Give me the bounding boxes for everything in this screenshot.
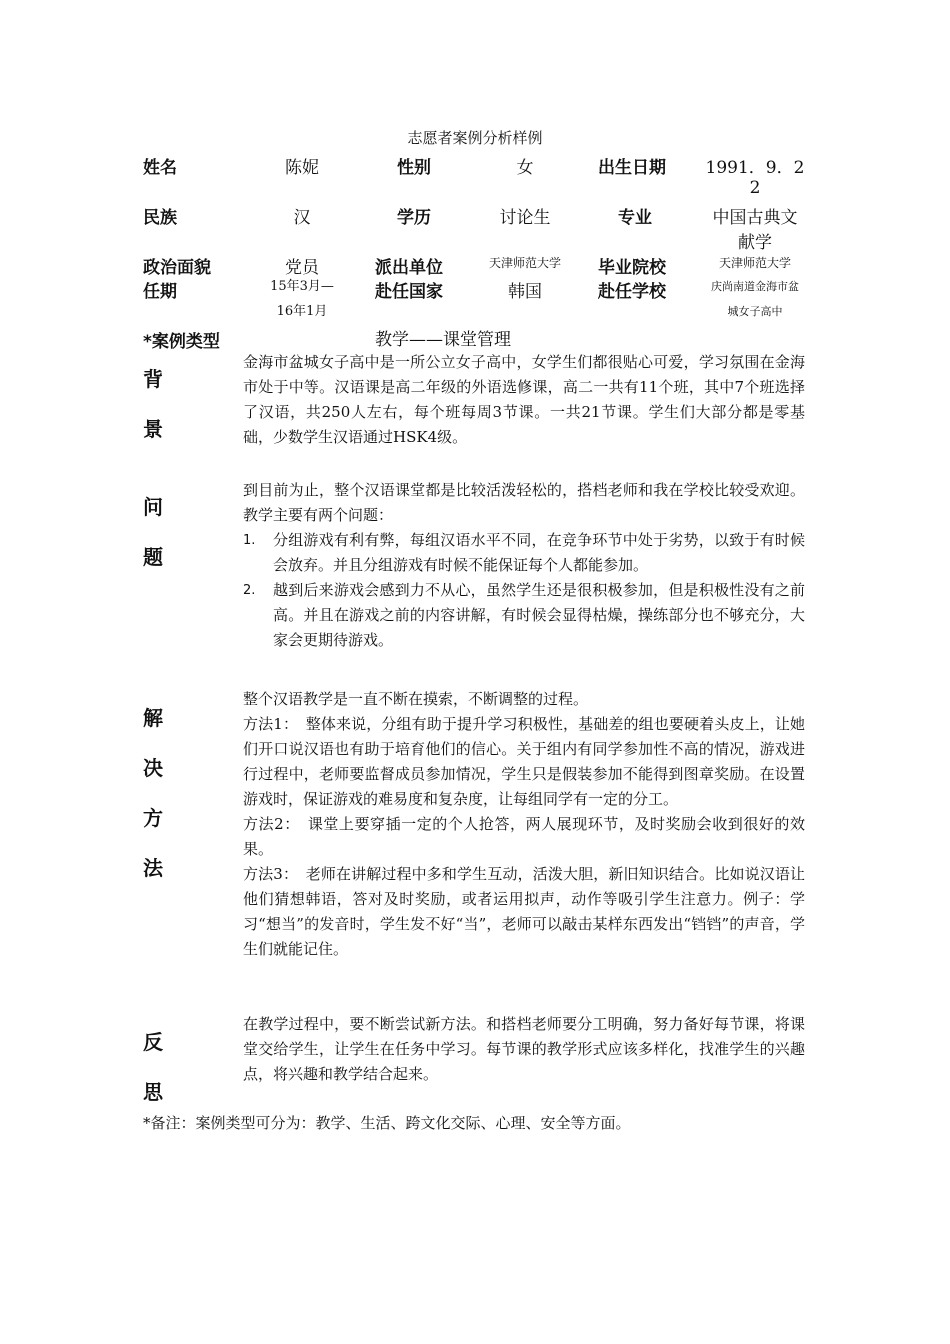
term-value-line2: 16年1月 [276,304,328,319]
page-title: 志愿者案例分析样例 [407,129,543,147]
major-label: 专业 [618,208,652,228]
country-value: 韩国 [508,282,542,302]
name-label: 姓名 [143,158,177,178]
solution-heading-3: 方 [143,806,163,830]
solution-method-2: 方法2： 课堂上要穿插一定的个人抢答，两人展现环节，及时奖励会收到很好的效果。 [243,815,805,858]
background-paragraph: 金海市盆城女子高中是一所公立女子高中，女学生们都很贴心可爱，学习氛围在金海市处于中等。汉语课是高二年级的外语选修课，高二一共有11个班，其中7个班选择了汉语，共250人左右，每个班每周3节课。一共21节课。学生们大部分都是零基础，少数学生汉语通过HSK4级。 [243,353,805,446]
political-value: 党员 [285,258,319,278]
education-value: 讨论生 [499,208,551,228]
dispatch-label: 派出单位 [375,258,443,278]
country-label: 赴任国家 [375,282,443,302]
ethnic-label: 民族 [143,208,177,228]
reflection-heading-2: 思 [143,1080,163,1104]
name-value: 陈妮 [285,158,319,178]
list-text: 分组游戏有利有弊，每组汉语水平不同，在竞争环节中处于劣势，以致于有时候会放弃。并且分组游戏有时候不能保证每个人都能参加。 [273,531,805,574]
solution-method-1: 方法1： 整体来说，分组有助于提升学习积极性，基础差的组也要硬着头皮上，让她们开口说汉语也有助于培育他们的信心。关于组内有同学参加性不高的情况，游戏进行过程中，老师要监督成员参加情况，学生只是假装参加不能得到图章奖励。在设置游戏时，保证游戏的难易度和复杂度，让每组同学有一定的分工。 [243,715,805,808]
problem-text [243,478,805,653]
term-label: 任期 [143,282,177,302]
major-value-line2: 献学 [738,233,772,253]
solution-intro: 整个汉语教学是一直不断在摸索，不断调整的过程。 [243,690,589,708]
gender-value: 女 [516,158,534,178]
list-number: 2. [243,583,256,598]
reflection-paragraph: 在教学过程中，要不断尝试新方法。和搭档老师要分工明确，努力备好每节课，将课堂交给学生，让学生在任务中学习。每节课的教学形式应该多样化，找准学生的兴趣点，将兴趣和教学结合起来。 [243,1015,805,1083]
ethnic-value: 汉 [293,208,311,228]
case-type-value: 教学——课堂管理 [375,330,511,350]
political-label: 政治面貌 [143,258,211,278]
post-school-label: 赴任学校 [598,282,666,302]
reflection-text [243,1012,805,1087]
post-school-value-line1: 庆尚南道金海市盆 [711,280,799,293]
footnote: *备注：案例类型可分为：教学、生活、跨文化交际、心理、安全等方面。 [143,1114,631,1132]
solution-heading-4: 法 [143,856,163,880]
problem-heading-2: 题 [143,545,163,569]
solution-heading-1: 解 [143,706,163,730]
reflection-heading-1: 反 [143,1030,163,1054]
solution-method-3: 方法3： 老师在讲解过程中多和学生互动，活泼大胆，新旧知识结合。比如说汉语让他们猜想韩语，答对及时奖励，或者运用拟声，动作等吸引学生注意力。例子：学习“想当”的发音时，学生发不好“当”，老师可以敲击某样东西发出“铛铛”的声音，学生们就能记住。 [243,865,805,958]
birth-label: 出生日期 [598,158,666,178]
problem-heading-1: 问 [143,495,163,519]
gender-label: 性别 [397,158,431,178]
case-type-label: *案例类型 [143,332,220,352]
major-value-line1: 中国古典文 [712,208,798,228]
term-value-line1: 15年3月— [270,279,334,294]
background-text [243,350,805,450]
solution-text [243,687,805,962]
solution-heading-2: 决 [143,756,163,780]
school-value: 天津师范大学 [718,256,791,270]
birth-value-line2: 2 [749,178,761,198]
list-number: 1. [243,533,256,548]
school-label: 毕业院校 [598,258,666,278]
background-heading-1: 背 [143,367,163,391]
list-text: 越到后来游戏会感到力不从心，虽然学生还是很积极参加，但是积极性没有之前高。并且在游戏之前的内容讲解，有时候会显得枯燥，操练部分也不够充分，大家会更期待游戏。 [273,581,805,649]
background-heading-2: 景 [143,417,163,441]
problem-list [243,528,805,653]
post-school-value-line2: 城女子高中 [727,305,783,318]
list-item [243,578,805,653]
problem-intro: 到目前为止，整个汉语课堂都是比较活泼轻松的，搭档老师和我在学校比较受欢迎。教学主要有两个问题： [243,481,805,524]
list-item [243,528,805,578]
education-label: 学历 [397,208,431,228]
dispatch-value: 天津师范大学 [488,256,561,270]
birth-value-line1: 1991．9．2 [705,158,805,178]
